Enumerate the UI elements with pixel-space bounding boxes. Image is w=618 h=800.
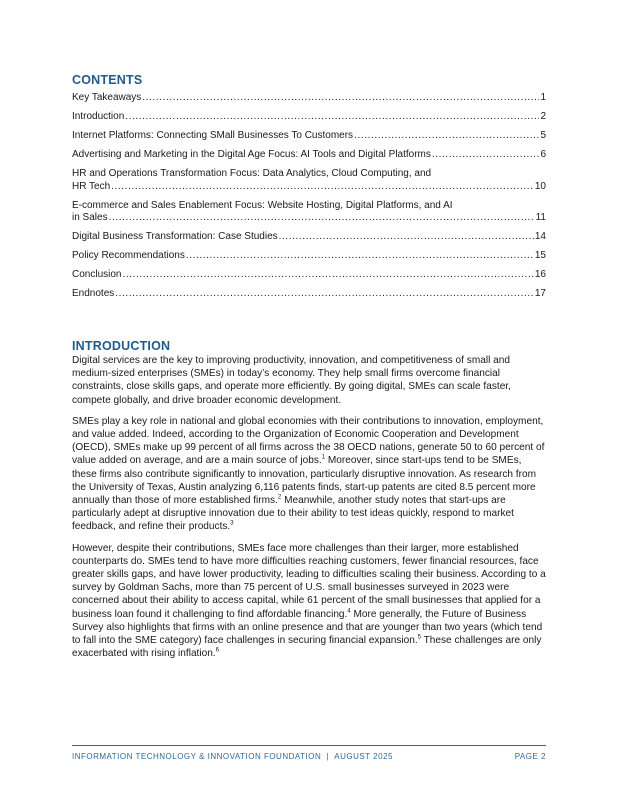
paragraph-text: SMEs play a key role in national and global economies with their contributions to innovation, employment, and value added. Indeed, according to the Organization of Economic Cooperation and Development (OECD), SMEs make up 99 percent of all firms across the 38 OECD nations, generate 50 to 60 percent of value added on average, and are a main source of jobs.: [72, 415, 545, 467]
toc-dot-leader: [111, 181, 534, 194]
toc-dot-leader: [354, 130, 539, 143]
toc-dot-leader: [186, 250, 534, 263]
toc-entry-key-takeaways[interactable]: [72, 92, 546, 105]
toc-entry-introduction[interactable]: [72, 111, 546, 124]
toc-entry-page: 16: [534, 269, 546, 280]
toc-entry-page: 5: [540, 130, 546, 141]
toc-entry-title: Policy Recommendations: [72, 250, 185, 261]
toc-entry-title: Conclusion: [72, 269, 122, 280]
toc-entry-internet-platforms[interactable]: [72, 130, 546, 143]
toc-dot-leader: [125, 111, 539, 124]
footnote-ref-3[interactable]: 3: [230, 521, 234, 528]
paragraph-text: Moreover, since start-ups tend to be SMEs, these firms also contribute significantly to innovation, particularly disruptive innovation. As research from the University of Texas, Austin analyzing 6,116 patents finds, start-up patents are cited 8.5 percent more annually than those of more established firms.: [72, 455, 536, 507]
toc-entry-title: Endnotes: [72, 288, 115, 299]
toc-dot-leader: [109, 212, 535, 225]
toc-entry-title-line2: in Sales: [72, 212, 108, 223]
toc-dot-leader: [432, 149, 540, 162]
intro-paragraph-2: [72, 415, 546, 534]
toc-entry-page: 1: [540, 92, 546, 103]
toc-entry-title-line1: HR and Operations Transformation Focus: Data Analytics, Cloud Computing, and: [72, 168, 432, 179]
intro-paragraph-3: [72, 542, 546, 661]
toc-dot-leader: [279, 231, 534, 244]
toc-entry-case-studies[interactable]: [72, 231, 546, 244]
footer-page-number: PAGE 2: [514, 752, 546, 761]
toc-entry-title: Advertising and Marketing in the Digital Age Focus: AI Tools and Digital Platforms: [72, 149, 431, 160]
footnote-ref-2[interactable]: 2: [277, 494, 282, 501]
toc-entry-title: Introduction: [72, 111, 125, 122]
paragraph-text: Meanwhile, another study notes that start-ups are particularly adept at disruptive innovation due to their ability to test ideas quickly, respond to market feedback, and refine their products.: [72, 495, 514, 533]
toc-entry-title: Digital Business Transformation: Case Studies: [72, 231, 278, 242]
introduction-body: [72, 354, 546, 668]
toc-entry-policy-recommendations[interactable]: [72, 250, 546, 263]
table-of-contents: [72, 92, 546, 307]
toc-entry-page: 6: [540, 149, 546, 160]
toc-entry-title: Key Takeaways: [72, 92, 142, 103]
toc-entry-page: 14: [534, 231, 546, 242]
toc-entry-page: 2: [540, 111, 546, 122]
toc-entry-hr-operations[interactable]: [72, 168, 546, 193]
footnote-ref-1[interactable]: 1: [321, 455, 326, 462]
toc-entry-conclusion[interactable]: [72, 269, 546, 282]
toc-entry-title-line2: HR Tech: [72, 180, 111, 192]
intro-paragraph-1: Digital services are the key to improving productivity, innovation, and competitiveness of small and medium-sized enterprises (SMEs) in today’s economy. They help small firms overcome financial constraints, close skills gaps, and operate more efficiently. By going digital, SMEs can scale faster, compete globally, and drive broader economic development.: [72, 355, 511, 406]
toc-entry-page: 11: [535, 212, 546, 223]
toc-dot-leader: [115, 288, 534, 301]
introduction-heading: INTRODUCTION: [72, 339, 171, 353]
toc-entry-endnotes[interactable]: [72, 288, 546, 301]
footnote-ref-6[interactable]: 6: [215, 647, 219, 654]
toc-entry-ecommerce-sales[interactable]: [72, 200, 546, 225]
toc-entry-page: 10: [534, 180, 546, 192]
footer-publisher-date: INFORMATION TECHNOLOGY & INNOVATION FOUNDATION | AUGUST 2025: [72, 752, 393, 761]
toc-entry-advertising-marketing[interactable]: [72, 149, 546, 162]
toc-entry-title: Internet Platforms: Connecting SMall Businesses To Customers: [72, 130, 354, 141]
paragraph-text: These challenges are only exacerbated with rising inflation.: [72, 635, 542, 660]
toc-entry-page: 15: [534, 250, 546, 261]
footnote-ref-4[interactable]: 4: [347, 608, 351, 615]
paragraph-text: More generally, the Future of Business Survey also highlights that firms with an online presence and that are younger than two years (which tend to fall into the SME category) face challenges in securing financial expansion.: [72, 608, 543, 647]
toc-dot-leader: [122, 269, 533, 282]
contents-heading: CONTENTS: [72, 73, 143, 87]
toc-entry-page: 17: [534, 288, 546, 299]
footer-divider: [72, 745, 546, 746]
toc-dot-leader: [142, 92, 539, 105]
toc-entry-title-line1: E-commerce and Sales Enablement Focus: Website Hosting, Digital Platforms, and AI: [72, 199, 453, 211]
paragraph-text: However, despite their contributions, SMEs face more challenges than their larger, more established counterparts do. SMEs tend to have more difficulties reaching customers, fewer financial resources, face greater skills gaps, and have lower productivity, leading to difficulties scaling their business. According to a survey by Goldman Sachs, more than 75 percent of U.S. small businesses surveyed in 2023 were concerned about their ability to access capital, while 61 percent of the small businesses that applied for a business loan found it challenging to find affordable financing.: [72, 542, 546, 620]
footnote-ref-5[interactable]: 5: [417, 634, 421, 641]
